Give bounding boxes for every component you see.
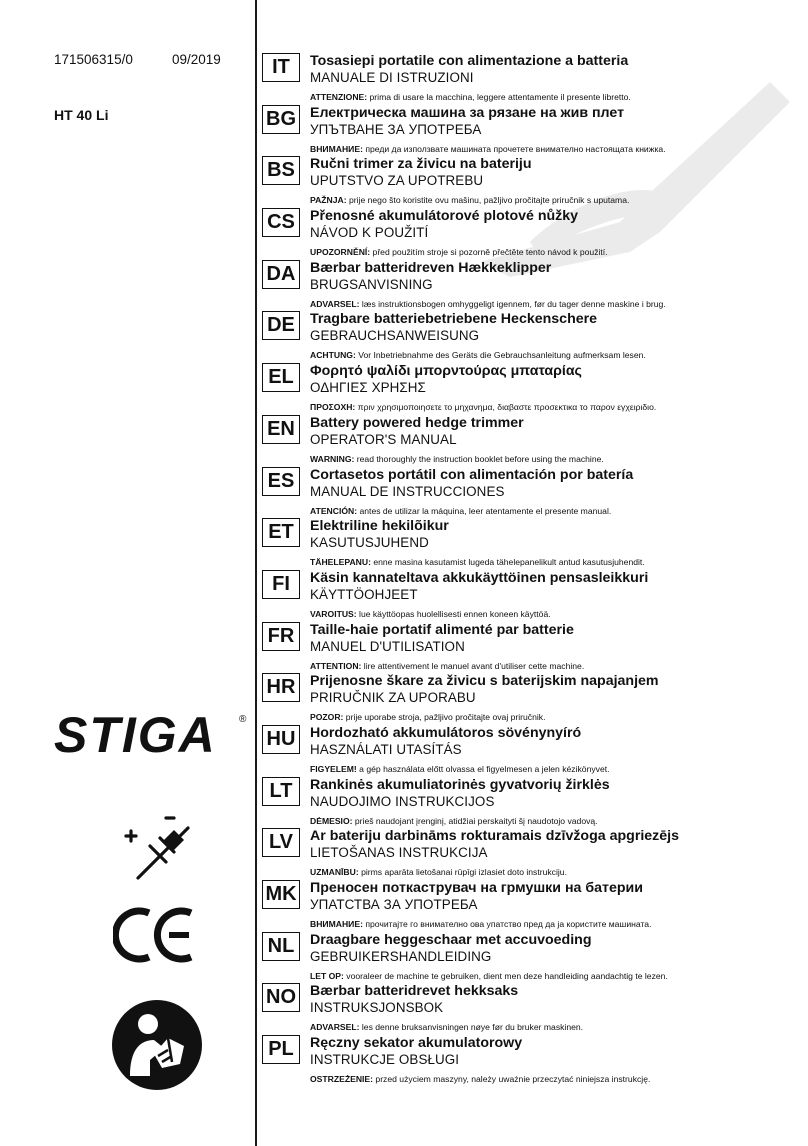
warning-body: a gép használata előtt olvassa el figyelmesen a jelen kézikönyvet. — [356, 763, 610, 774]
manual-title: UPUTSTVO ZA UPOTREBU — [310, 173, 484, 189]
language-entry — [262, 104, 802, 156]
language-entry — [262, 672, 802, 724]
warning-label: FIGYELEM! — [310, 763, 357, 774]
product-title: Bærbar batteridreven Hækkeklipper — [310, 259, 552, 276]
warning-label: UZMANĪBU: — [310, 867, 359, 878]
manual-title: NÁVOD K POUŽITÍ — [310, 225, 429, 241]
language-entry — [262, 362, 802, 414]
language-code-box: BS — [262, 156, 300, 185]
language-code-box: ES — [262, 467, 300, 496]
warning-body: prije uporabe stroja, pažljivo pročitajte ovaj priručnik. — [343, 712, 546, 723]
manual-title: GEBRAUCHSANWEISUNG — [310, 328, 480, 344]
vertical-divider — [255, 0, 257, 1146]
warning-label: ВНИМАНИЕ: — [310, 143, 363, 154]
warning-text — [310, 971, 668, 981]
language-entry — [262, 724, 802, 776]
product-title: Battery powered hedge trimmer — [310, 414, 524, 431]
warning-body: прочитајте го внимателно ова упатство пред да ја користите машината. — [362, 919, 652, 929]
cover-left-panel — [0, 0, 256, 1146]
warning-body: prima di usare la macchina, leggere attentamente il presente libretto. — [367, 92, 631, 102]
warning-text — [310, 661, 584, 671]
model-name: HT 40 Li — [54, 107, 109, 123]
warning-text — [310, 867, 567, 877]
warning-body: przed użyciem maszyny, należy uważnie przeczytać niniejsza instrukcję. — [373, 1074, 651, 1085]
warning-label: TÄHELEPANU: — [310, 557, 371, 568]
product-title: Ručni trimer za živicu na bateriju — [310, 156, 532, 173]
language-code-box: CS — [262, 208, 300, 237]
warning-body: antes de utilizar la máquina, leer atentamente el presente manual. — [357, 505, 612, 516]
manual-title: УПЪТВАНЕ ЗА УПОТРЕБА — [310, 121, 482, 137]
language-list — [262, 52, 802, 1086]
manual-title: ΟΔΗΓΙΕΣ ΧΡΗΣΗΣ — [310, 380, 426, 396]
product-title: Taille-haie portatif alimenté par batterie — [310, 621, 574, 638]
language-code-box: HR — [262, 673, 300, 702]
warning-body: преди да използвате машината прочетете внимателно настоящата книжка. — [362, 143, 666, 154]
product-title: Ar bateriju darbināms rokturamais dzīvžoga apgriezējs — [310, 828, 679, 845]
warning-body: pirms aparāta lietošanai rūpīgi izlasiet doto instrukciju. — [358, 867, 567, 878]
manual-title: PRIRUČNIK ZA UPORABU — [310, 690, 476, 706]
warning-text — [310, 609, 551, 619]
warning-label: POZOR: — [310, 712, 344, 723]
warning-label: ADVARSEL: — [310, 1022, 360, 1033]
warning-text — [310, 247, 608, 257]
manual-title: MANUALE DI ISTRUZIONI — [310, 70, 474, 85]
warning-label: ВНИМАНИЕ: — [310, 919, 363, 929]
warning-body: prije nego što koristite ovu mašinu, pažljivo pročitajte priručnik s uputama. — [346, 195, 630, 206]
product-title: Draagbare heggeschaar met accuvoeding — [310, 931, 592, 948]
warning-body: lire attentivement le manuel avant d'utiliser cette machine. — [361, 660, 585, 671]
product-title: Cortasetos portátil con alimentación por batería — [310, 466, 634, 483]
ce-mark-icon — [113, 905, 197, 965]
manual-title: INSTRUKCJE OBSŁUGI — [310, 1052, 460, 1068]
product-title: Ręczny sekator akumulatorowy — [310, 1035, 523, 1052]
language-entry — [262, 621, 802, 673]
warning-label: UPOZORNĚNÍ: — [310, 247, 371, 258]
manual-title: OPERATOR'S MANUAL — [310, 431, 457, 447]
warning-body: vooraleer de machine te gebruiken, dient men deze handleiding aandachtig te lezen. — [343, 970, 668, 981]
language-code-box: FI — [262, 570, 300, 599]
warning-label: ADVARSEL: — [310, 298, 360, 309]
warning-text — [310, 144, 666, 154]
language-entry — [262, 414, 802, 466]
warning-label: WARNING: — [310, 453, 355, 464]
warning-label: DĖMESIO: — [310, 815, 353, 826]
warning-label: ATTENZIONE: — [310, 92, 368, 102]
warning-label: ATENCIÓN: — [310, 505, 358, 516]
language-entry — [262, 517, 802, 569]
language-entry — [262, 776, 802, 828]
warning-text — [310, 816, 598, 826]
warning-text — [310, 557, 645, 567]
warning-label: ΠΡΟΣΟΧΗ: — [310, 402, 356, 413]
document-date: 09/2019 — [172, 52, 221, 67]
warning-body: před použitím stroje si pozorně přečtěte tento návod k použití. — [370, 247, 608, 258]
language-code-box: ET — [262, 518, 300, 547]
language-code-box: HU — [262, 725, 300, 754]
manual-title: GEBRUIKERSHANDLEIDING — [310, 948, 492, 964]
language-code-box: FR — [262, 622, 300, 651]
language-code-box: DE — [262, 311, 300, 340]
language-code-box: NO — [262, 983, 300, 1012]
manual-title: BRUGSANVISNING — [310, 276, 433, 292]
document-number: 171506315/0 — [54, 52, 133, 67]
warning-text — [310, 195, 629, 205]
language-entry — [262, 1034, 802, 1086]
warning-label: OSTRZEŻENIE: — [310, 1074, 374, 1085]
warning-body: πριν χρησιμοποιησετε το μηχανημα, διαβαστε προσεκτικα το παρον εγχειριδιο. — [355, 402, 657, 413]
language-entry — [262, 982, 802, 1034]
manual-title: HASZNÁLATI UTASÍTÁS — [310, 741, 462, 757]
warning-text — [310, 299, 666, 309]
warning-label: VAROITUS: — [310, 608, 357, 619]
product-title: Bærbar batteridrevet hekksaks — [310, 983, 519, 1000]
warning-text — [310, 764, 610, 774]
warning-label: ATTENTION: — [310, 660, 362, 671]
language-entry — [262, 207, 802, 259]
language-entry — [262, 259, 802, 311]
battery-icon — [118, 812, 198, 884]
language-code-box: NL — [262, 932, 300, 961]
warning-text — [310, 712, 545, 722]
product-title: Přenosné akumulátorové plotové nůžky — [310, 208, 579, 225]
warning-text — [310, 506, 611, 516]
svg-text:®: ® — [239, 714, 247, 725]
manual-title: MANUEL D'UTILISATION — [310, 638, 465, 654]
product-title: Hordozható akkumulátoros sövénynyíró — [310, 724, 582, 741]
warning-body: enne masina kasutamist lugeda tähelepanelikult antud kasutusjuhendit. — [370, 557, 645, 568]
product-title: Φορητό ψαλίδι μπορντούρας μπαταρίας — [310, 363, 582, 380]
warning-body: les denne bruksanvisningen nøye før du bruker maskinen. — [359, 1022, 584, 1033]
language-entry — [262, 52, 802, 104]
product-title: Elektriline hekilõikur — [310, 518, 449, 535]
brand-logo-text: STIGA — [54, 708, 217, 763]
language-code-box: LT — [262, 777, 300, 806]
product-title: Tosasiepi portatile con alimentazione a batteria — [310, 53, 629, 69]
language-code-box: LV — [262, 828, 300, 857]
product-title: Tragbare batteriebetriebene Heckenschere — [310, 311, 598, 328]
manual-title: УПАТСТВА ЗА УПОТРЕБА — [310, 897, 478, 912]
manual-title: KASUTUSJUHEND — [310, 535, 429, 551]
language-entry — [262, 879, 802, 931]
warning-text — [310, 350, 646, 360]
warning-body: Vor Inbetriebnahme des Geräts die Gebrauchsanleitung aufmerksam lesen. — [355, 350, 646, 361]
language-entry — [262, 827, 802, 879]
warning-body: lue käyttöopas huolellisesti ennen koneen käyttöä. — [356, 608, 551, 619]
warning-text — [310, 919, 651, 929]
language-entry — [262, 569, 802, 621]
manual-title: MANUAL DE INSTRUCCIONES — [310, 483, 505, 499]
manual-title: NAUDOJIMO INSTRUKCIJOS — [310, 793, 495, 809]
warning-body: read thoroughly the instruction booklet before using the machine. — [354, 453, 604, 464]
language-code-box: BG — [262, 105, 300, 134]
product-title: Prijenosne škare za živicu s baterijskim napajanjem — [310, 673, 659, 690]
language-code-box: MK — [262, 880, 300, 909]
warning-label: LET OP: — [310, 970, 344, 981]
warning-label: ACHTUNG: — [310, 350, 356, 361]
language-code-box: PL — [262, 1035, 300, 1064]
product-title: Rankinės akumuliatorinės gyvatvorių žirklės — [310, 776, 610, 793]
read-manual-icon — [110, 998, 204, 1092]
language-code-box: DA — [262, 260, 300, 289]
warning-text — [310, 402, 656, 412]
warning-text — [310, 454, 604, 464]
warning-body: prieš naudojant įrenginį, atidžiai perskaityti šį naudotojo vadovą. — [352, 815, 598, 826]
manual-title: KÄYTTÖOHJEET — [310, 586, 418, 602]
language-entry — [262, 155, 802, 207]
stiga-logo — [52, 708, 252, 768]
language-entry — [262, 310, 802, 362]
product-title: Преносен поткаструвач на грмушки на батерии — [310, 880, 643, 896]
warning-text — [310, 1022, 583, 1032]
manual-title: LIETOŠANAS INSTRUKCIJA — [310, 845, 488, 861]
warning-body: læs instruktionsbogen omhyggeligt igennem, før du tager denne maskine i brug. — [359, 298, 666, 309]
warning-text — [310, 92, 631, 102]
warning-text — [310, 1074, 650, 1084]
language-code-box: IT — [262, 53, 300, 82]
product-title: Електрическа машина за рязане на жив плет — [310, 104, 625, 121]
product-title: Käsin kannateltava akkukäyttöinen pensasleikkuri — [310, 569, 649, 586]
language-code-box: EN — [262, 415, 300, 444]
manual-title: INSTRUKSJONSBOK — [310, 1000, 444, 1016]
language-entry — [262, 466, 802, 518]
language-entry — [262, 931, 802, 983]
language-code-box: EL — [262, 363, 300, 392]
warning-label: PAŽNJA: — [310, 195, 347, 206]
